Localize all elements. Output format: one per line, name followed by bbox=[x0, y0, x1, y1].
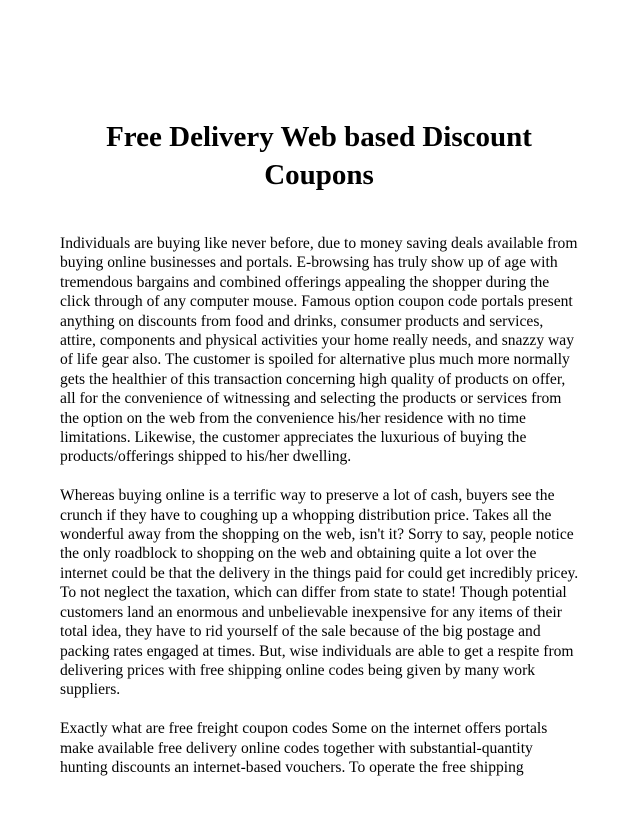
paragraph-line: crunch if they have to coughing up a whopping distribution price. Takes all the bbox=[60, 506, 552, 524]
paragraph-1 bbox=[60, 234, 590, 467]
paragraph-line: make available free delivery online codes together with substantial-quantity bbox=[60, 739, 533, 757]
paragraph-line: click through of any computer mouse. Famous option coupon code portals present bbox=[60, 293, 573, 311]
paragraph-line: suppliers. bbox=[60, 681, 121, 699]
paragraph-3 bbox=[60, 719, 590, 777]
paragraph-line: buying online businesses and portals. E-browsing has truly show up of age with bbox=[60, 254, 558, 272]
title-line-2: Coupons bbox=[264, 159, 374, 191]
paragraph-line: Whereas buying online is a terrific way to preserve a lot of cash, buyers see the bbox=[60, 487, 555, 505]
paragraph-line: To not neglect the taxation, which can differ from state to state! Though potential bbox=[60, 584, 567, 602]
paragraph-line: attire, components and physical activities your home really needs, and snazzy way bbox=[60, 332, 574, 350]
title-line-1: Free Delivery Web based Discount bbox=[106, 121, 532, 153]
document-body bbox=[60, 234, 590, 797]
paragraph-2 bbox=[60, 486, 590, 699]
paragraph-line: Exactly what are free freight coupon codes Some on the internet offers portals bbox=[60, 720, 548, 738]
paragraph-line: internet could be that the delivery in the things paid for could get incredibly pricey. bbox=[60, 564, 579, 582]
paragraph-line: customers land an enormous and unbelievable inexpensive for any items of their bbox=[60, 603, 562, 621]
document-title bbox=[60, 118, 578, 194]
paragraph-line: wonderful away from the shopping on the web, isn't it? Sorry to say, people notice bbox=[60, 526, 574, 544]
paragraph-line: tremendous bargains and combined offerings appealing the shopper during the bbox=[60, 273, 550, 291]
paragraph-line: limitations. Likewise, the customer appreciates the luxurious of buying the bbox=[60, 429, 527, 447]
paragraph-line: all for the convenience of witnessing and selecting the products or services from bbox=[60, 390, 562, 408]
paragraph-line: anything on discounts from food and drinks, consumer products and services, bbox=[60, 312, 544, 330]
paragraph-line: of life gear also. The customer is spoiled for alternative plus much more normally bbox=[60, 351, 570, 369]
paragraph-line: the only roadblock to shopping on the web and obtaining quite a lot over the bbox=[60, 545, 537, 563]
paragraph-line: gets the healthier of this transaction concerning high quality of products on offer, bbox=[60, 370, 566, 388]
paragraph-line: products/offerings shipped to his/her dwelling. bbox=[60, 448, 352, 466]
paragraph-line: hunting discounts an internet-based vouchers. To operate the free shipping bbox=[60, 758, 524, 776]
paragraph-line: Individuals are buying like never before, due to money saving deals available from bbox=[60, 235, 578, 252]
paragraph-line: the option on the web from the convenience his/her residence with no time bbox=[60, 409, 526, 427]
paragraph-line: packing rates engaged at times. But, wise individuals are able to get a respite from bbox=[60, 642, 574, 660]
paragraph-line: delivering prices with free shipping online codes being given by many work bbox=[60, 661, 536, 679]
paragraph-line: total idea, they have to rid yourself of the sale because of the big postage and bbox=[60, 623, 541, 641]
